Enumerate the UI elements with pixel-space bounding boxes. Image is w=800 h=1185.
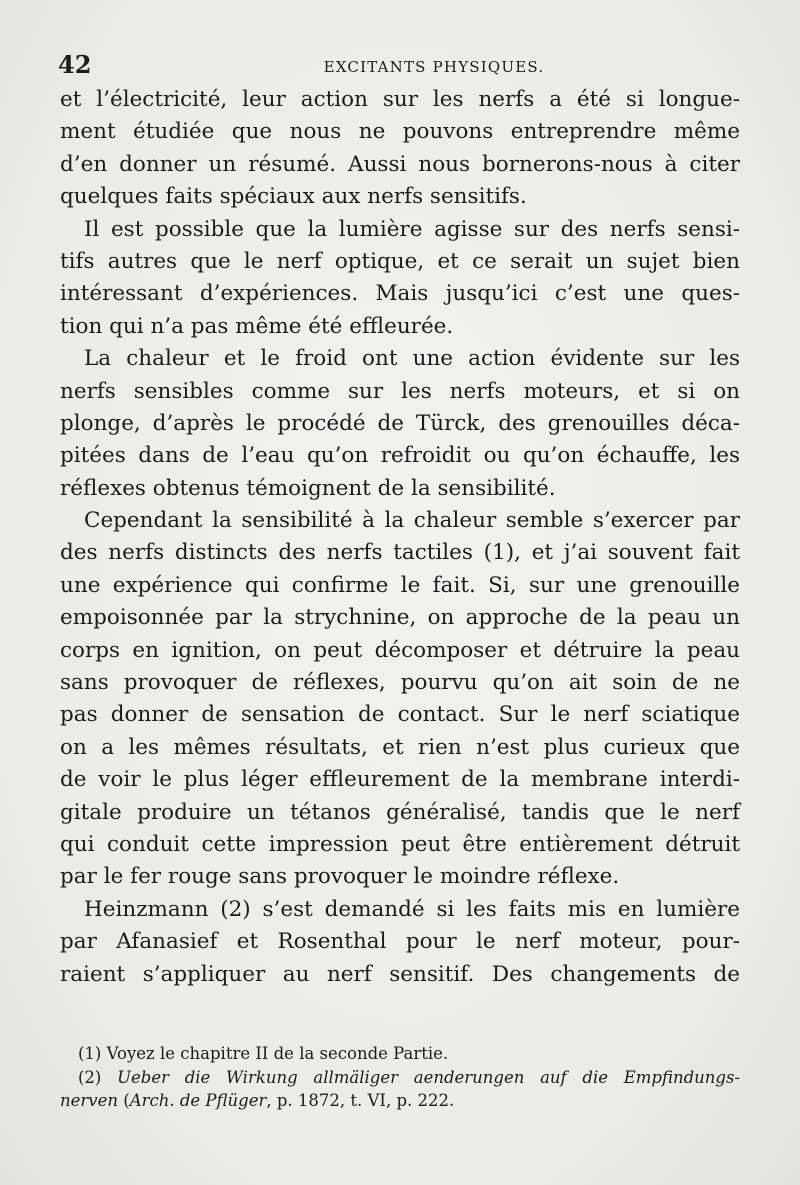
footnote-2-cont xyxy=(60,1089,740,1113)
paragraph xyxy=(60,505,740,894)
text-line: empoisonnée par la strychnine, on approche de la peau un xyxy=(60,605,740,631)
text-line: une expérience qui confirme le fait. Si, sur une grenouille xyxy=(60,572,740,598)
footnote-1 xyxy=(60,1042,740,1066)
text-line: Heinzmann (2) s’est demandé si les faits mis en lumière xyxy=(84,896,740,922)
text-line: on a les mêmes résultats, et rien n’est plus curieux que xyxy=(60,734,740,760)
text-line: tion qui n’a pas même été effleurée. xyxy=(60,313,454,339)
footnotes xyxy=(60,1042,740,1113)
running-head: EXCITANTS PHYSIQUES. xyxy=(323,58,545,76)
text-line: des nerfs distincts des nerfs tactiles (1), et j’ai souvent fait xyxy=(60,540,740,566)
text-line: sans provoquer de réflexes, pourvu qu’on ait soin de ne xyxy=(60,670,740,696)
text-line: pas donner de sensation de contact. Sur le nerf sciatique xyxy=(60,702,740,728)
page-header xyxy=(58,50,740,84)
text-line: Il est possible que la lumière agisse sur des nerfs sensi- xyxy=(84,216,740,242)
text-line: plonge, d’après le procédé de Türck, des grenouilles déca- xyxy=(60,410,740,436)
paragraph xyxy=(60,343,740,505)
paragraph xyxy=(60,894,740,991)
text-line: Cependant la sensibilité à la chaleur semble s’exercer par xyxy=(84,508,740,534)
text-line: de voir le plus léger effleurement de la membrane interdi- xyxy=(60,767,740,793)
paragraph xyxy=(60,214,740,344)
text-line: par le fer rouge sans provoquer le moindre réflexe. xyxy=(60,864,620,890)
text-line: qui conduit cette impression peut être entièrement détruit xyxy=(60,831,740,857)
text-line: ment étudiée que nous ne pouvons entreprendre même xyxy=(60,119,740,145)
text-line: corps en ignition, on peut décomposer et détruire la peau xyxy=(60,637,740,663)
text-line: pitées dans de l’eau qu’on refroidit ou qu’on échauffe, les xyxy=(60,443,740,469)
page-number: 42 xyxy=(58,50,92,79)
text-line: d’en donner un résumé. Aussi nous bornerons-nous à citer xyxy=(60,151,740,177)
text-line: tifs autres que le nerf optique, et ce serait un sujet bien xyxy=(60,248,740,274)
text-line: réflexes obtenus témoignent de la sensibilité. xyxy=(60,475,556,501)
body-text xyxy=(60,84,740,991)
footnote-ref: , p. 1872, t. VI, p. 222. xyxy=(266,1091,455,1110)
footnote-title: Ueber die Wirkung allmäliger aenderungen auf die Empfindungs- xyxy=(117,1067,740,1087)
text-line: raient s’appliquer au nerf sensitif. Des changements de xyxy=(60,961,740,987)
text-line: quelques faits spéciaux aux nerfs sensitifs. xyxy=(60,184,527,210)
footnote-marker: (1) xyxy=(78,1044,102,1063)
paragraph xyxy=(60,84,740,214)
text-line: gitale produire un tétanos généralisé, tandis que le nerf xyxy=(60,799,740,825)
footnote-paren: ( xyxy=(123,1091,130,1110)
text-line: et l’électricité, leur action sur les nerfs a été si longue- xyxy=(60,87,740,112)
footnote-marker: (2) xyxy=(78,1067,102,1087)
text-line: La chaleur et le froid ont une action évidente sur les xyxy=(84,346,740,372)
footnote-journal: Arch. de Pflüger xyxy=(129,1091,267,1110)
text-line: nerfs sensibles comme sur les nerfs moteurs, et si on xyxy=(60,378,740,404)
footnote-text: Voyez le chapitre II de la seconde Partie. xyxy=(106,1044,449,1063)
footnote-2 xyxy=(60,1066,740,1090)
text-line: intéressant d’expériences. Mais jusqu’ici c’est une ques- xyxy=(60,281,740,307)
footnote-title-cont: nerven xyxy=(60,1091,118,1110)
text-line: par Afanasief et Rosenthal pour le nerf moteur, pour- xyxy=(60,929,740,955)
